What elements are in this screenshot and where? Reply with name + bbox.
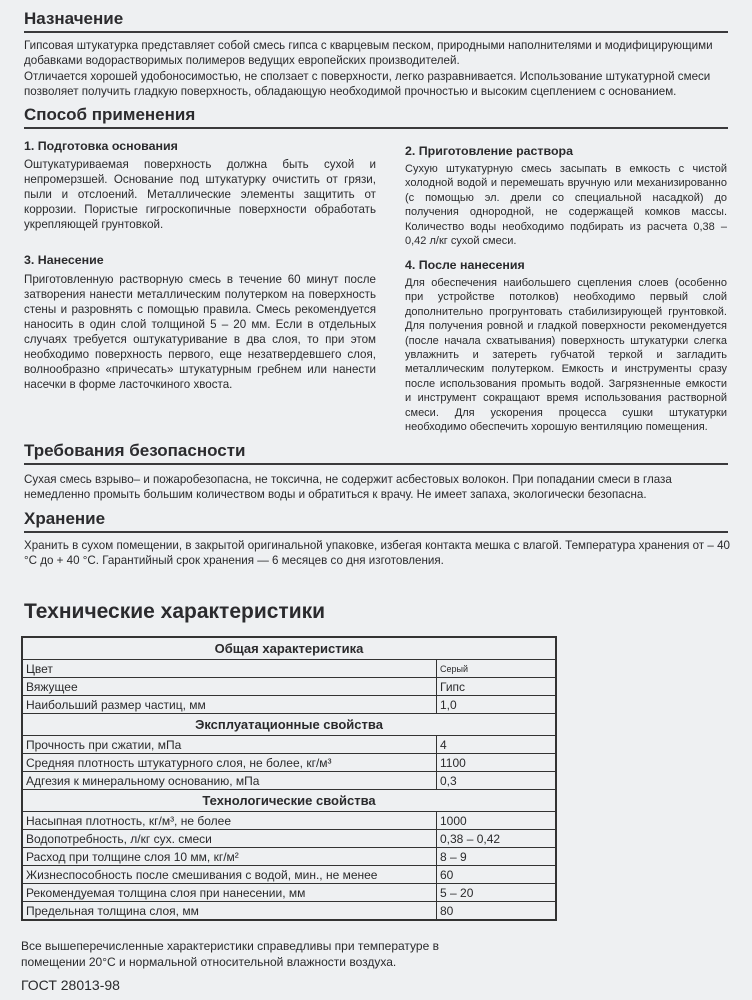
- param-name: Прочность при сжатии, мПа: [22, 736, 437, 754]
- table-row: [22, 772, 556, 790]
- param-name: Рекомендуемая толщина слоя при нанесении, мм: [22, 884, 437, 902]
- tech-table: [21, 636, 557, 921]
- step3-text: Приготовленную растворную смесь в течение 60 минут после затворения нанести металлическим полутерком на поверхность стены и разровнять с помощью правила. Смесь рекомендуется наносить в один слой толщиной 5 – 20 мм. Если в отдельных случаях требуется оштукатуривание в два слоя, то при этом необходимо поверхность первого, еще незатвердевшего слоя, волнообразно «причесать» штукатурным гребнем или нанести насечки в форме ласточкиного хвоста.: [24, 273, 376, 391]
- table-row: [22, 678, 556, 696]
- gost-label: ГОСТ 28013-98: [21, 977, 120, 993]
- param-value: 1100: [437, 754, 557, 772]
- section-divider: [24, 531, 728, 533]
- table-row: [22, 736, 556, 754]
- param-name: Предельная толщина слоя, мм: [22, 902, 437, 921]
- method-heading: Способ применения: [24, 105, 196, 124]
- param-value: 60: [437, 866, 557, 884]
- param-name: Расход при толщине слоя 10 мм, кг/м²: [22, 848, 437, 866]
- param-value: 80: [437, 902, 557, 921]
- table-row: [22, 754, 556, 772]
- param-name: Наибольший размер частиц, мм: [22, 696, 437, 714]
- step3-heading: 3. Нанесение: [24, 253, 104, 267]
- storage-text: Хранить в сухом помещении, в закрытой оригинальной упаковке, избегая контакта мешка с влагой. Температура хранения от – 40 °С до + 40 °С. Гарантийный срок хранения — 6 месяцев со дня изготовления.: [24, 539, 730, 567]
- param-value: Серый: [437, 660, 557, 678]
- step1-heading: 1. Подготовка основания: [24, 139, 178, 153]
- section-title: Эксплуатационные свойства: [22, 714, 556, 736]
- section-divider: [24, 463, 728, 465]
- param-name: Цвет: [22, 660, 437, 678]
- step4-heading: 4. После нанесения: [405, 258, 525, 272]
- table-row: [22, 902, 556, 921]
- storage-heading: Хранение: [24, 509, 106, 528]
- param-value: 5 – 20: [437, 884, 557, 902]
- param-value: 0,38 – 0,42: [437, 830, 557, 848]
- safety-heading: Требования безопасности: [24, 441, 246, 460]
- table-row: [22, 660, 556, 678]
- table-row: [22, 884, 556, 902]
- section-title: Технологические свойства: [22, 790, 556, 812]
- table-section-row: [22, 790, 556, 812]
- step4-text: Для обеспечения наибольшего сцепления слоев (особенно при устройстве потолков) необходимо первый слой дополнительно прогрунтовать стабилизирующей грунтовкой. Для получения ровной и гладкой поверхности рекомендуется (после начала схватывания) поверхность штукатурки слегка увлажнить и затереть губчатой теркой и загладить металлическим полутерком. Емкость и инструменты сразу после использования промыть водой. Загрязненные емкости и инструмент сокращают время использования растворной смеси. Для ускорения процесса сушки штукатурки необходимо обеспечить хорошую вентиляцию помещения.: [405, 277, 727, 434]
- purpose-text-1: Гипсовая штукатурка представляет собой смесь гипса с кварцевым песком, природными наполнителями и модифицирующими добавками водорастворимых полимеров ведущих европейских производителей.: [24, 39, 713, 67]
- table-row: [22, 848, 556, 866]
- param-value: 1,0: [437, 696, 557, 714]
- step2-heading: 2. Приготовление раствора: [405, 144, 573, 158]
- conditions-note: Все вышеперечисленные характеристики справедливы при температуре в помещении 20°С и нормальной относительной влажности воздуха.: [21, 939, 439, 969]
- param-value: 8 – 9: [437, 848, 557, 866]
- table-section-row: [22, 714, 556, 736]
- table-row: [22, 696, 556, 714]
- param-name: Адгезия к минеральному основанию, мПа: [22, 772, 437, 790]
- param-name: Насыпная плотность, кг/м³, не более: [22, 812, 437, 830]
- step1-text: Оштукатуриваемая поверхность должна быть сухой и непромерзшей. Основание под штукатурку очистить от грязи, пыли и отслоений. Металлические элементы защитить от коррозии. Пористые гигроскопичные поверхности обработать укрепляющей грунтовкой.: [24, 158, 376, 231]
- tech-heading: Технические характеристики: [24, 600, 326, 623]
- param-value: 0,3: [437, 772, 557, 790]
- step2-text: Сухую штукатурную смесь засыпать в емкость с чистой холодной водой и перемешать вручную или механизированно (с помощью эл. дрели со специальной насадкой) до получения однородной, не содержащей комков массы. Количество воды необходимо подбирать из расчета 0,38 – 0,42 л/кг сухой смеси.: [405, 163, 727, 248]
- table-row: [22, 812, 556, 830]
- param-value: 1000: [437, 812, 557, 830]
- section-divider: [24, 127, 728, 129]
- param-name: Средняя плотность штукатурного слоя, не более, кг/м³: [22, 754, 437, 772]
- param-name: Водопотребность, л/кг сух. смеси: [22, 830, 437, 848]
- purpose-text-2: Отличается хорошей удобоносимостью, не сползает с поверхности, легко разравнивается. Использование штукатурной смеси позволяет получить гладкую поверхность, обладающую необходимой прочностью и высоким сцеплением с основанием.: [24, 70, 711, 98]
- safety-text: Сухая смесь взрыво– и пожаробезопасна, не токсична, не содержит асбестовых волокон. При попадании смеси в глаза немедленно промыть большим количеством воды и обратиться к врачу. Не имеет запаха, экологически безопасна.: [24, 473, 672, 501]
- section-title: Общая характеристика: [22, 637, 556, 660]
- table-row: [22, 830, 556, 848]
- section-divider: [24, 31, 728, 33]
- param-name: Жизнеспособность после смешивания с водой, мин., не менее: [22, 866, 437, 884]
- param-value: Гипс: [437, 678, 557, 696]
- table-row: [22, 866, 556, 884]
- param-value: 4: [437, 736, 557, 754]
- table-section-row: [22, 637, 556, 660]
- param-name: Вяжущее: [22, 678, 437, 696]
- purpose-heading: Назначение: [24, 9, 124, 28]
